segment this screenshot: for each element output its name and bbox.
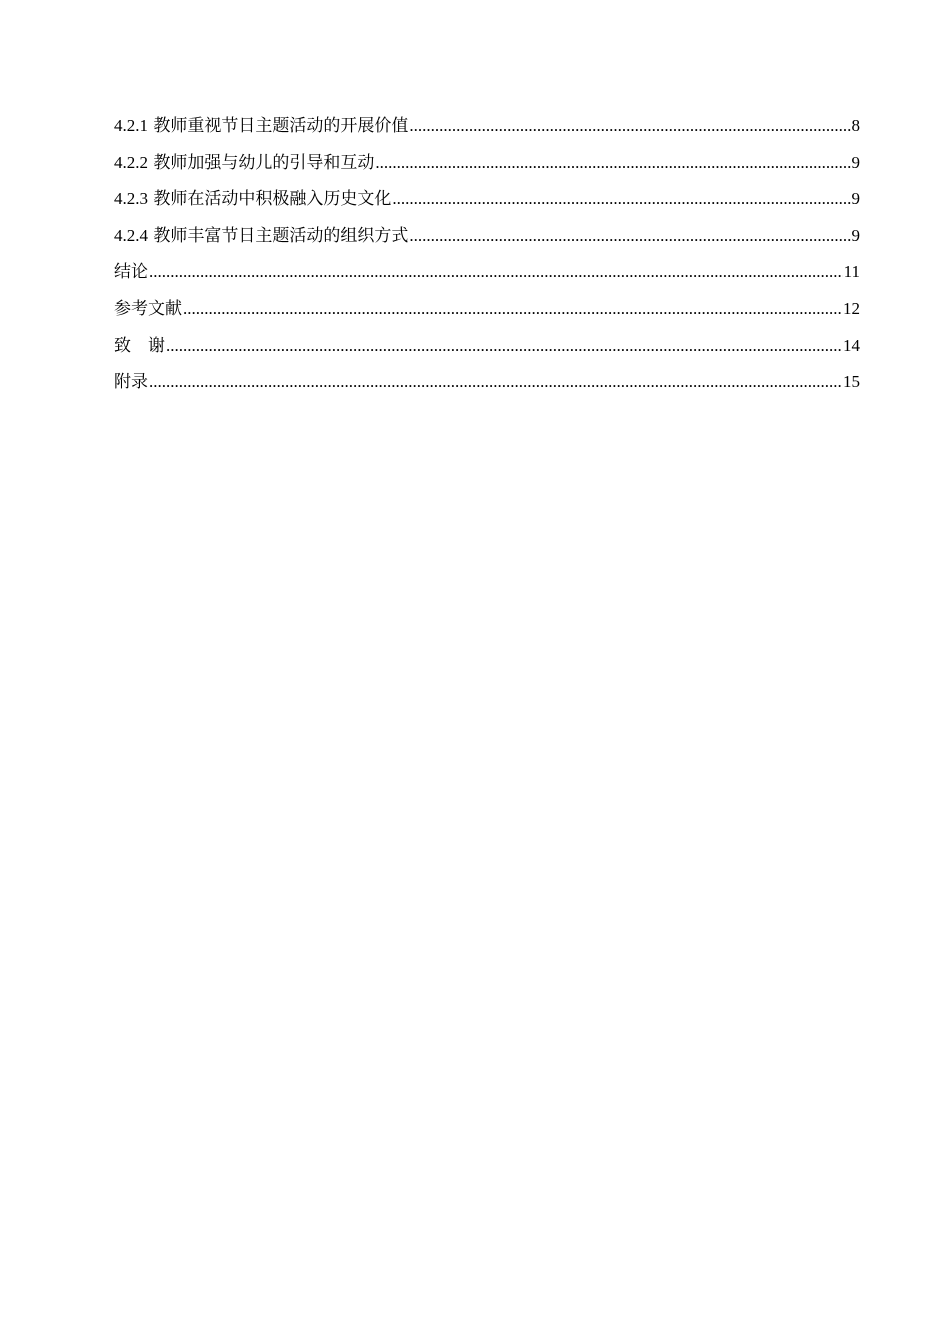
toc-entry-text: 致 谢 [114, 335, 165, 356]
toc-entry-text: 教师重视节日主题活动的开展价值 [153, 116, 409, 136]
toc-page-number: 15 [843, 372, 860, 392]
toc-entry-title [114, 151, 374, 175]
toc-entry-title [114, 224, 408, 248]
toc-entry-conclusion[interactable] [114, 260, 860, 297]
toc-leader-dots [392, 187, 850, 211]
toc-page-number: 9 [851, 189, 860, 209]
toc-entry-text: 教师在活动中积极融入历史文化 [153, 189, 392, 210]
toc-entry-acknowledgements[interactable] [114, 334, 860, 371]
toc-entry-text: 教师丰富节日主题活动的组织方式 [153, 225, 409, 246]
toc-entry-title [114, 187, 391, 211]
toc-leader-dots [375, 151, 850, 175]
toc-page-number: 9 [851, 225, 860, 245]
toc-page-number: 9 [851, 152, 860, 172]
toc-page-number: 8 [851, 116, 860, 135]
toc-entry-4-2-2[interactable] [114, 151, 860, 188]
table-of-contents [114, 114, 860, 407]
toc-leader-dots [409, 224, 850, 248]
toc-leader-dots [149, 370, 842, 394]
toc-entry-appendix[interactable] [114, 370, 860, 407]
toc-leader-dots [409, 114, 850, 138]
toc-page-number: 14 [843, 335, 860, 355]
toc-entry-number: 4.2.2 [114, 152, 148, 172]
toc-leader-dots [183, 297, 842, 321]
toc-entry-references[interactable] [114, 297, 860, 334]
toc-entry-4-2-1[interactable] [114, 114, 860, 151]
toc-page-number: 12 [843, 298, 860, 318]
toc-entry-4-2-4[interactable] [114, 224, 860, 261]
toc-entry-number: 4.2.3 [114, 189, 148, 209]
toc-entry-text: 结论 [114, 262, 148, 283]
toc-entry-title [114, 114, 408, 138]
toc-entry-text: 教师加强与幼儿的引导和互动 [153, 152, 375, 173]
toc-leader-dots [149, 260, 843, 284]
toc-entry-text: 附录 [114, 372, 148, 393]
toc-entry-text: 参考文献 [114, 298, 182, 319]
toc-page-number: 11 [843, 262, 860, 282]
toc-leader-dots [166, 334, 842, 358]
toc-entry-number: 4.2.4 [114, 225, 148, 245]
toc-entry-number: 4.2.1 [114, 116, 148, 135]
toc-entry-4-2-3[interactable] [114, 187, 860, 224]
